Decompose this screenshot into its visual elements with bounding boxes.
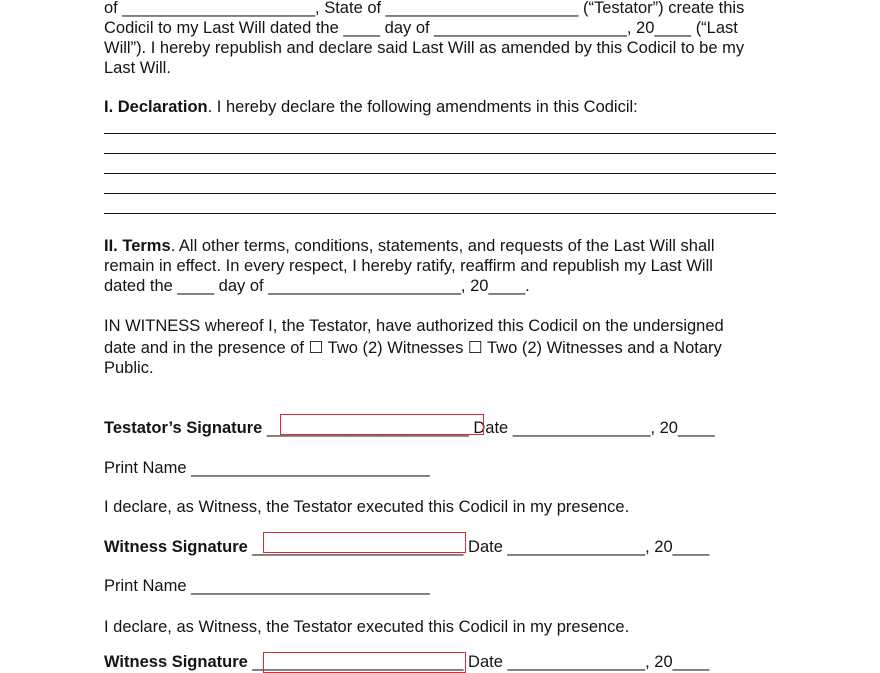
testator-print-name: Print Name __________________________ — [104, 459, 430, 477]
preamble-line-3: Will”). I hereby republish and declare said Last Will as amended by this Codicil to be my — [104, 39, 745, 57]
witness-2-signature-label: Witness Signature — [104, 653, 248, 671]
amendment-line-1[interactable] — [104, 133, 776, 134]
terms-text: . All other terms, conditions, statements, and requests of the Last Will shall — [170, 237, 715, 255]
testator-signature-field[interactable] — [280, 414, 484, 435]
preamble-line-2: Codicil to my Last Will dated the ____ day of _____________________, 20____ (“Last — [104, 19, 738, 37]
witness-2-signature-field[interactable] — [263, 652, 466, 673]
witness-declaration-2: I declare, as Witness, the Testator executed this Codicil in my presence. — [104, 618, 630, 636]
amendment-line-4[interactable] — [104, 193, 776, 194]
terms-heading: II. Terms — [104, 237, 171, 255]
witness-1-signature-label: Witness Signature — [104, 538, 248, 556]
terms-line-3: dated the ____ day of _____________________, 20____. — [104, 277, 530, 295]
terms-line-1 — [104, 236, 714, 256]
amendment-line-3[interactable] — [104, 173, 776, 174]
declaration-paragraph — [104, 97, 638, 117]
witness-2-signature-blanks: _______________________ Date _______________, 20____ — [247, 653, 710, 671]
declaration-text: . I hereby declare the following amendments in this Codicil: — [207, 98, 638, 116]
terms-line-2: remain in effect. In every respect, I hereby ratify, reaffirm and republish my Last Will — [104, 257, 713, 275]
declaration-heading: I. Declaration — [104, 98, 208, 116]
witness-clause-line-3: Public. — [104, 359, 154, 377]
witness-declaration-1: I declare, as Witness, the Testator executed this Codicil in my presence. — [104, 498, 630, 516]
testator-signature-blanks: ______________________ Date _______________, 20____ — [262, 419, 715, 437]
witness-clause-line-2: date and in the presence of ☐ Two (2) Witnesses ☐ Two (2) Witnesses and a Notary — [104, 339, 722, 357]
witness-1-signature-field[interactable] — [263, 532, 466, 553]
witness-clause-line-1: IN WITNESS whereof I, the Testator, have authorized this Codicil on the undersigned — [104, 317, 724, 335]
witness-1-print-name: Print Name __________________________ — [104, 577, 430, 595]
witness-1-signature-blanks: _______________________ Date _______________, 20____ — [247, 538, 710, 556]
testator-signature-label: Testator’s Signature — [104, 419, 263, 437]
amendment-line-2[interactable] — [104, 153, 776, 154]
amendment-line-5[interactable] — [104, 213, 776, 214]
preamble-line-4: Last Will. — [104, 59, 171, 77]
preamble-line-1: of _____________________, State of _____________________ (“Testator”) create this — [104, 0, 745, 17]
